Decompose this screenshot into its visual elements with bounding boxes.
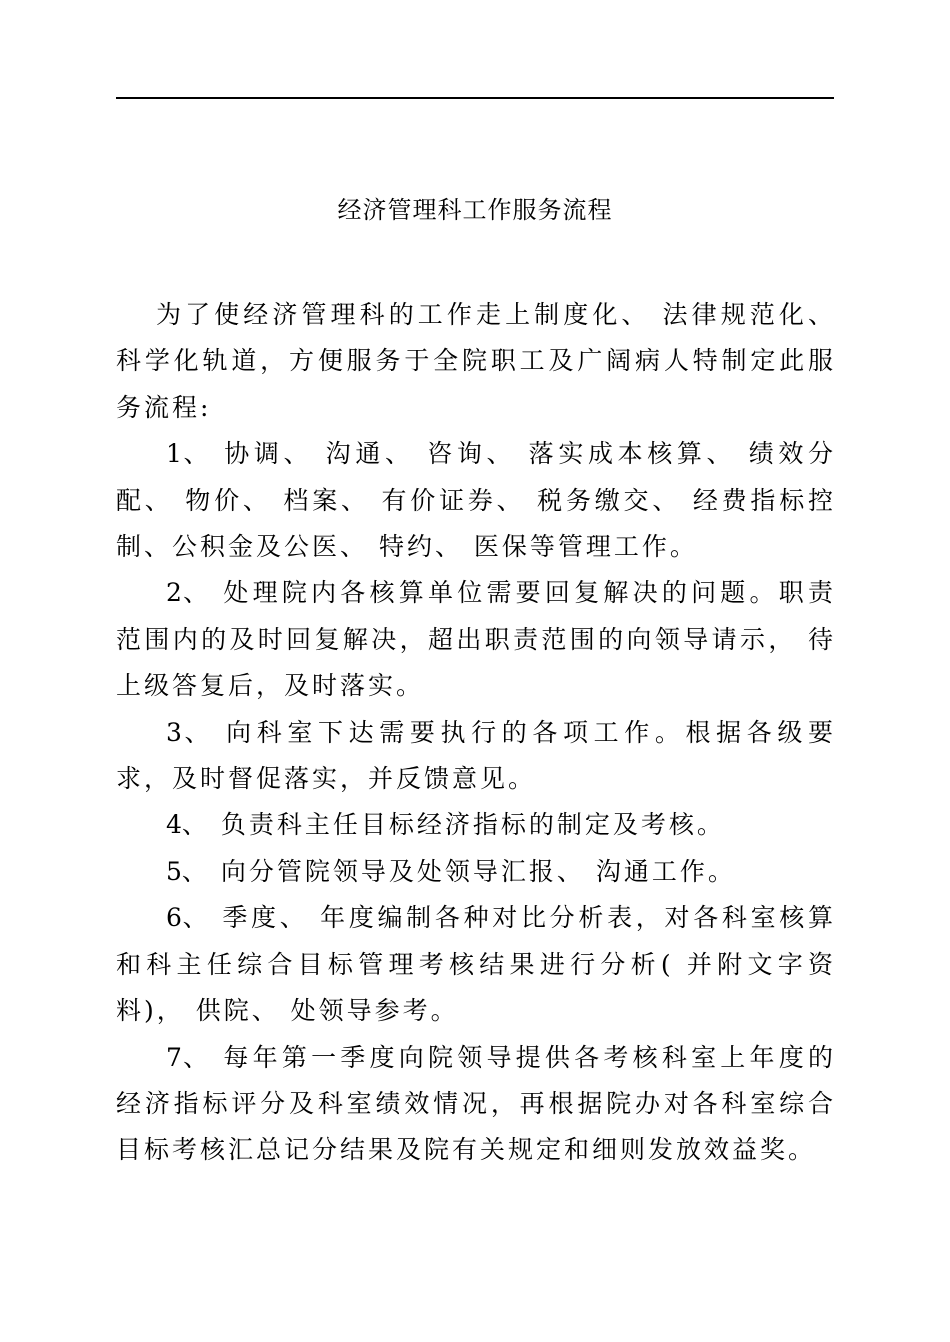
- list-item: [116, 849, 836, 895]
- item-text: 每年第一季度向院领导提供各考核科室上年度的经济指标评分及科室绩效情况，再根据院办对各科室综合目标考核汇总记分结果及院有关规定和细则发放效益奖。: [116, 1042, 836, 1165]
- item-number: 7、: [166, 1042, 210, 1072]
- item-text: 负责科主任目标经济指标的制定及考核。: [220, 810, 725, 840]
- item-number: 1、: [166, 439, 211, 469]
- page-title: 经济管理科工作服务流程: [337, 196, 613, 224]
- header-rule: [116, 97, 834, 99]
- list-item: [116, 431, 836, 570]
- item-text: 向科室下达需要执行的各项工作。根据各级要求，及时督促落实，并反馈意见。: [116, 717, 836, 794]
- item-number: 3、: [166, 717, 213, 747]
- document-body: [116, 292, 836, 1174]
- item-text: 向分管院领导及处领导汇报、 沟通工作。: [220, 856, 736, 886]
- list-item: [116, 710, 836, 803]
- list-item: [116, 802, 836, 848]
- list-item: [116, 570, 836, 709]
- item-number: 2、: [166, 578, 210, 608]
- item-number: 4、: [166, 810, 207, 840]
- item-number: 6、: [166, 903, 209, 933]
- item-text: 季度、 年度编制各种对比分析表，对各科室核算和科主任综合目标管理考核结果进行分析( 并附文字资料)， 供院、 处领导参考。: [116, 903, 836, 1026]
- item-text: 处理院内各核算单位需要回复解决的问题。职责范围内的及时回复解决，超出职责范围的向领导请示， 待上级答复后，及时落实。: [116, 578, 836, 701]
- list-item: [116, 1035, 836, 1174]
- intro-paragraph: 为了使经济管理科的工作走上制度化、 法律规范化、科学化轨道，方便服务于全院职工及广阔病人特制定此服务流程:: [116, 300, 836, 422]
- item-number: 5、: [166, 856, 207, 886]
- item-text: 协调、 沟通、 咨询、 落实成本核算、 绩效分配、 物价、 档案、 有价证券、 税务缴交、 经费指标控制、公积金及公医、 特约、 医保等管理工作。: [116, 439, 836, 562]
- list-item: [116, 895, 836, 1034]
